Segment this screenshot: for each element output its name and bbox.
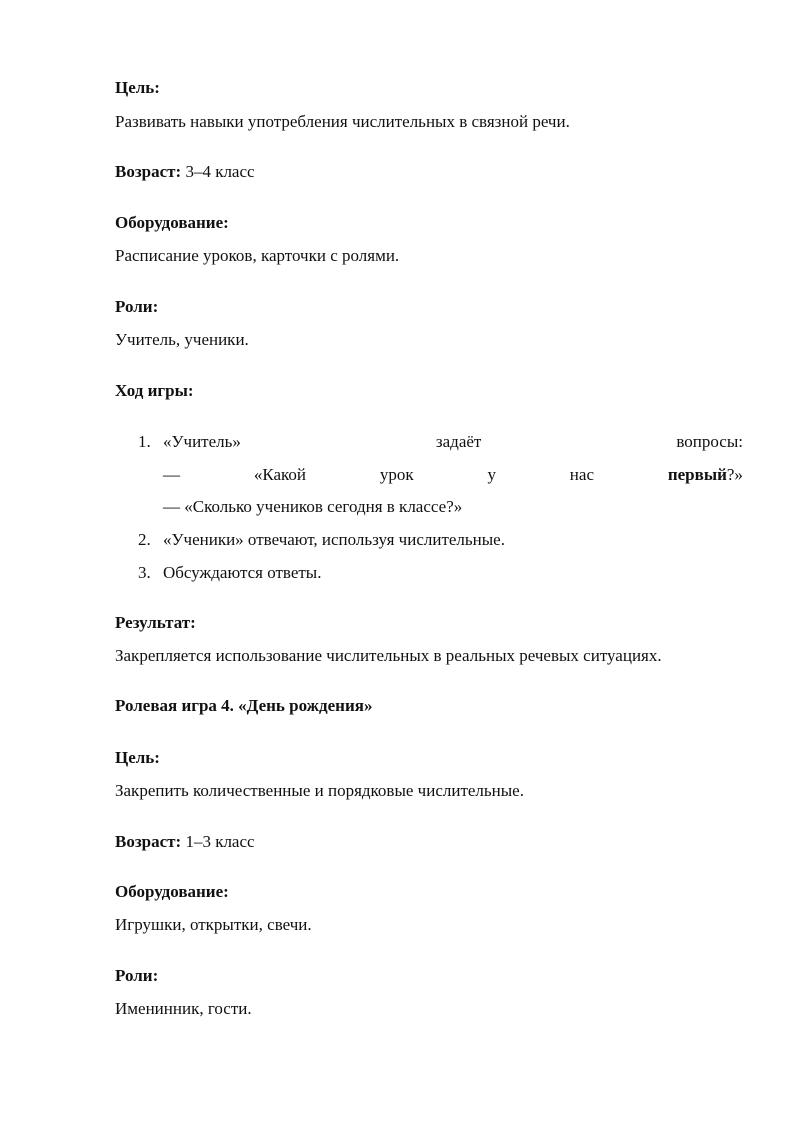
roles-text: Учитель, ученики. xyxy=(115,330,249,349)
list-item-text: «Ученики» отвечают, используя числительные. xyxy=(163,530,505,549)
word: задаёт xyxy=(435,432,482,451)
roles-heading: Роли: xyxy=(115,966,159,985)
goal-text: Развивать навыки употребления числительных в связной речи. xyxy=(115,112,570,131)
word: вопросы: xyxy=(676,432,743,451)
goal-heading: Цель: xyxy=(115,78,160,97)
equipment-heading: Оборудование: xyxy=(115,882,229,901)
goal-heading: Цель: xyxy=(115,748,160,767)
word: нас xyxy=(569,465,594,484)
age-line xyxy=(115,832,255,852)
word-group xyxy=(668,465,743,485)
list-item-line: — «Сколько учеников сегодня в классе?» xyxy=(163,497,463,516)
word: «Учитель» xyxy=(163,432,241,451)
list-item-line xyxy=(163,465,743,485)
bold-word: первый xyxy=(667,465,727,484)
list-item-text: Обсуждаются ответы. xyxy=(163,563,322,582)
equipment-text: Игрушки, открытки, свечи. xyxy=(115,915,312,934)
result-text: Закрепляется использование числительных в реальных речевых ситуациях. xyxy=(115,646,662,665)
age-heading: Возраст: xyxy=(115,832,182,851)
list-item-number: 1. xyxy=(138,432,151,451)
age-value: 3–4 класс xyxy=(181,162,255,181)
age-heading: Возраст: xyxy=(115,162,182,181)
word: «Какой xyxy=(253,465,306,484)
equipment-text: Расписание уроков, карточки с ролями. xyxy=(115,246,400,265)
word: у xyxy=(487,465,496,484)
roles-text: Именинник, гости. xyxy=(115,999,252,1018)
process-heading: Ход игры: xyxy=(115,381,194,400)
list-item-number: 2. xyxy=(138,530,151,549)
list-item-line xyxy=(163,432,743,452)
section-title: Ролевая игра 4. «День рождения» xyxy=(115,696,373,715)
result-heading: Результат: xyxy=(115,613,196,632)
list-item-number: 3. xyxy=(138,563,151,582)
age-line xyxy=(115,162,255,182)
word: — xyxy=(163,465,180,484)
word: урок xyxy=(379,465,414,484)
roles-heading: Роли: xyxy=(115,297,159,316)
age-value: 1–3 класс xyxy=(181,832,255,851)
word: ?» xyxy=(726,465,743,484)
goal-text: Закрепить количественные и порядковые числительные. xyxy=(115,781,524,800)
equipment-heading: Оборудование: xyxy=(115,213,229,232)
